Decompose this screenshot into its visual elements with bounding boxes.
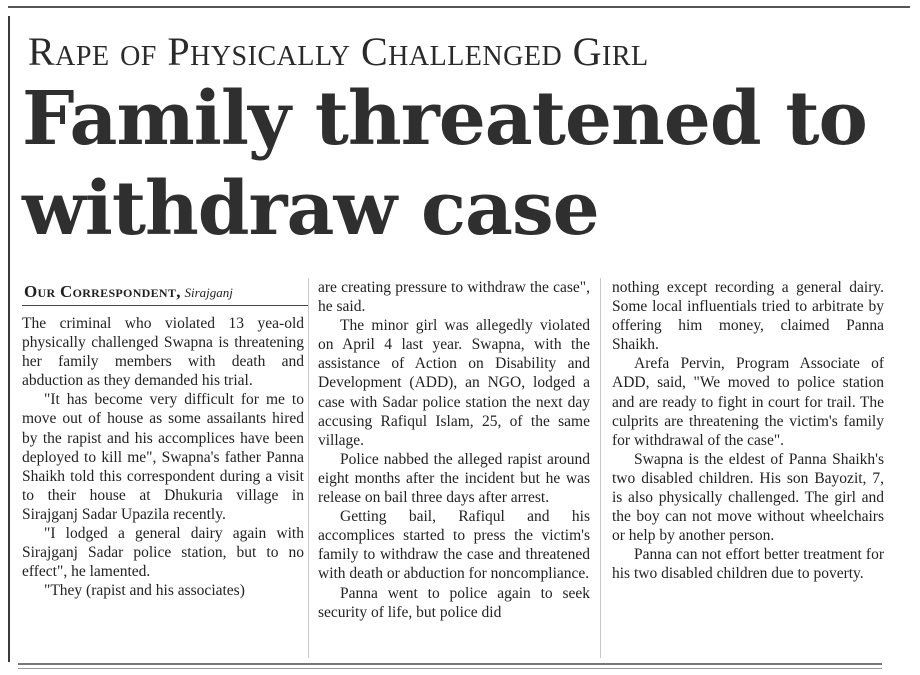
column-1 bbox=[22, 314, 304, 600]
paragraph: "It has become very difficult for me to move out of house as some assailants hired by the rapist and his accomplices have been deployed to kill me", Swapna's father Panna Shaikh told this correspondent during a visit to their house at Dhukuria village in Sirajganj Sadar Upazila recently. bbox=[22, 391, 304, 523]
paragraph: "I lodged a general dairy again with Sirajganj Sadar police station, but to no effect", he lamented. bbox=[22, 525, 304, 581]
paragraph: Getting bail, Rafiqul and his accomplices started to press the victim's family to withdraw the case and threatened with death or abduction for noncompliance. bbox=[318, 508, 590, 583]
column-gutter-1 bbox=[308, 278, 309, 658]
byline bbox=[24, 282, 314, 302]
paragraph: are creating pressure to withdraw the case", he said. bbox=[318, 279, 590, 316]
column-2 bbox=[318, 278, 590, 622]
paragraph: The minor girl was allegedly violated on April 4 last year. Swapna, with the assistance of Action on Disability and Development (ADD), an NGO, lodged a case with Sadar police station the next day accusing Rafiqul Islam, 25, of the same village. bbox=[318, 317, 590, 449]
headline-line-2: withdraw case bbox=[22, 166, 599, 252]
paragraph: Swapna is the eldest of Panna Shaikh's two disabled children. His son Bayozit, 7, is also physically challenged. The girl and the boy can not move without wheelchairs or help by another person. bbox=[612, 450, 884, 545]
column-gutter-2 bbox=[600, 278, 601, 658]
paragraph: nothing except recording a general dairy. Some local influentials tried to arbitrate by offering him money, claimed Panna Shaikh. bbox=[612, 279, 884, 354]
paragraph: Arefa Pervin, Program Associate of ADD, said, "We moved to police station and are ready to fight in court for trail. The culprits are threatening the victim's family for withdrawal of the case". bbox=[612, 355, 884, 449]
paragraph: "They (rapist and his associates) bbox=[44, 582, 245, 600]
article-kicker: Rape of Physically Challenged Girl bbox=[28, 29, 649, 74]
paragraph: The criminal who violated 13 yea-old physically challenged Swapna is threatening her family members with death and abduction as they demanded his trial. bbox=[22, 315, 304, 390]
byline-place: Sirajganj bbox=[184, 285, 233, 300]
top-rule bbox=[8, 6, 910, 8]
paragraph: Police nabbed the alleged rapist around eight months after the incident but he was release on bail three days after arrest. bbox=[318, 450, 590, 507]
byline-rule bbox=[22, 305, 308, 306]
bottom-rule bbox=[18, 663, 882, 665]
article-headline bbox=[22, 74, 867, 254]
paragraph: Panna went to police again to seek security of life, but police did bbox=[318, 584, 590, 621]
bottom-rule-thin bbox=[18, 668, 882, 669]
column-3 bbox=[612, 278, 884, 584]
paragraph: Panna can not effort better treatment for his two disabled children due to poverty. bbox=[612, 546, 884, 583]
left-rule bbox=[8, 16, 10, 662]
headline-line-1: Family threatened to bbox=[22, 76, 867, 162]
byline-label: Our Correspondent, bbox=[24, 282, 181, 301]
